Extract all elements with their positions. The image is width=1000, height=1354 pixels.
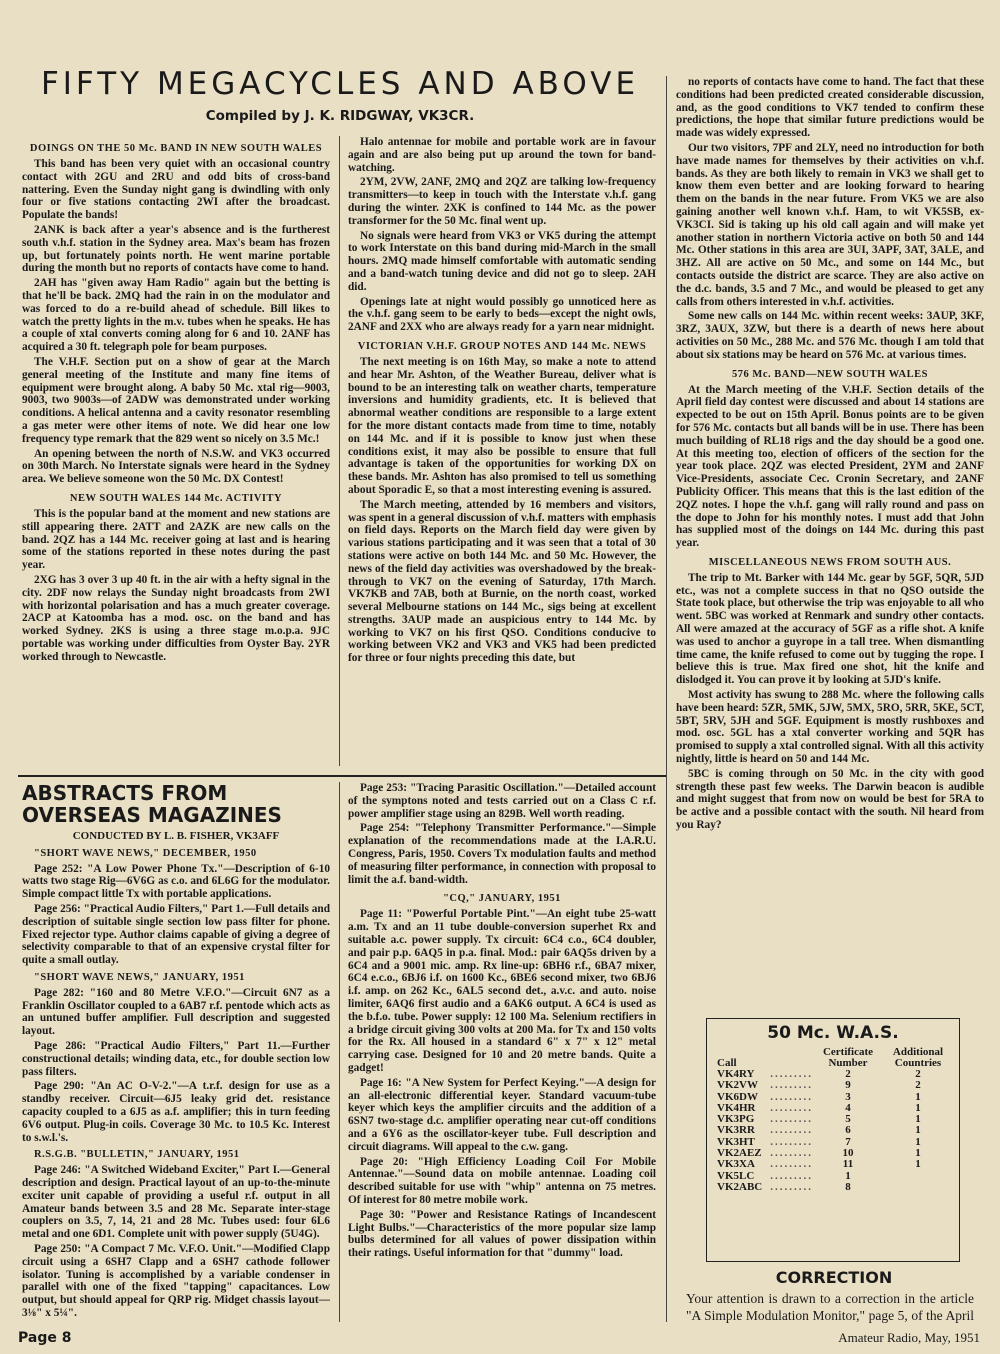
column-divider [339,136,340,766]
section-heading: VICTORIAN V.H.F. GROUP NOTES AND 144 Mc. NEWS [357,340,647,352]
certificate-cell: 11 [842,1158,854,1171]
certificate-cell: 6 [845,1124,851,1137]
certificate-cell: 8 [845,1180,851,1193]
call-cell: VK3PG [717,1113,755,1126]
table-row [717,1182,953,1193]
paragraph: Openings late at night would possibly go unnoticed here as the v.h.f. gang seem to be early to beds—except the night owls, 2ANF and 2XX who are always ready for a yarn near midnight. [348,295,656,334]
additional-cell: 1 [915,1124,921,1137]
additional-cell: 1 [915,1147,921,1160]
paragraph: Page 256: "Practical Audio Filters," Part 1.—Full details and description of suitable single section low pass filter for phone. Fixed rejector type. Author claims capable of giving a degree of selectivity comparable to that of an expensive crystal filter for quite a small outlay. [22,902,330,967]
call-cell: VK5LC [717,1169,755,1182]
call-cell: VK3XA [717,1158,755,1171]
correction-title: CORRECTION [775,1268,893,1287]
dots-cell: ......... [770,1147,813,1160]
paragraph: 2AH has "given away Ham Radio" again but the betting is that he'll be back. 2MQ had the rain in on the modulator and was forced to do a re-build ahead of schedule. Bill likes to watch the pretty lights in the m.v. tubes when he speaks. He has a couple of xtal converts coming along for 6 and 10. 2ANF has acquired a 30 ft. telegraph pole for beam purposes. [22,277,330,354]
column-header-additional: Additional Countries [892,1046,944,1069]
additional-cell: 1 [915,1158,921,1171]
table-row [717,1159,953,1170]
additional-cell [883,1171,953,1182]
call-cell: VK3RR [717,1124,755,1137]
certificate-cell: 2 [845,1068,851,1080]
paragraph: At the March meeting of the V.H.F. Section details of the April field day contest were discussed and about 14 stations are expected to be out on 15th April. Bonus points are to be given for 576 Mc. contacts but all bands will be in use. There has been much building of RL18 rigs and the day should be a good one. At this meeting too, election of officers of the section for the year took place. 2QZ was elected President, 2YM and 2ANF Vice-Presidents, associate Cec. Cronin Secretary, and 2ANF Publicity Officer. This means that this is the last edition of the 2QZ notes. I hope the v.h.f. gang will rally round and pass on the dope to John for his monthly notes. I must add that John has supplied most of the doings on 144 Mc. during this past year. [676,383,984,550]
paragraph: Some new calls on 144 Mc. within recent weeks: 3AUP, 3KF, 3RZ, 3AUX, 3ZW, but there is a dearth of news here about activities on 50 Mc., 288 Mc. and 576 Mc. though I am told that about six stations may be heard on 576 Mc. at various times. [676,310,984,361]
certificate-cell: 4 [845,1101,851,1114]
abstracts-column-1 [22,782,330,1322]
paragraph: 2XG has 3 over 3 up 40 ft. in the air with a hefty signal in the city. 2DF now relays the Sunday night broadcasts from 2WI with horizontal polarisation and has a much greater coverage. 2ACP at Katoomba has a mod. osc. on the band and has worked Sydney. 2KS is using a three stage m.o.p.a. 9JC portable was working under difficulties from Oyster Bay. 2YR worked through to Newcastle. [22,573,330,663]
table-row [717,1080,953,1091]
certificate-cell: 9 [845,1079,851,1092]
additional-cell: 2 [915,1079,921,1092]
paragraph: The March meeting, attended by 16 members and visitors, was spent in a general discussion of v.h.f. matters with emphasis on field days. Reports on the March field day were given by various stations participating and it was seen that a total of 30 stations were active on both 144 Mc. and 50 Mc. However, the news of the field day activities was overshadowed by the break-through to VK7 on the evening of Saturday, 17th March. VK7KB and 7AB, both at Burnie, on the north coast, worked several Melbourne stations on 144 Mc., sigs being at excellent strengths. 3AUP made an auspicious entry to 144 Mc. by working to VK7 on his first QSO. Conditions conducive to working between VK2 and VK3 and VK5 had been predicted for three or four nights preceding this date, but [348,498,656,665]
paragraph: 2ANK is back after a year's absence and is the furtherest south v.h.f. station in the Sydney area. Max's beam has frozen up, but fortunately points north. He went marine portable during the month but no reports of contacts have come to hand. [22,223,330,275]
certificate-cell: 5 [845,1113,851,1126]
column-3 [676,76,984,1010]
dots-cell: ......... [770,1079,813,1092]
paragraph: The V.H.F. Section put on a show of gear at the March general meeting of the Institute and many fine items of equipment were brought along. A baby 50 Mc. xtal rig—9003, 9003, two 9003s—of 2ADW was demonstrated under working conditions. A helical antenna and a cavity resonator resembling a gas meter were other items of note. We did hear one low frequency type remark that the 829 went so nicely on 3.5 Mc.! [22,355,330,445]
paragraph: Most activity has swung to 288 Mc. where the following calls have been heard: 5ZR, 5MK, 5JW, 5MX, 5RO, 5RR, 5KE, 5CT, 5BT, 5RV, 5JH and 5GF. Equipment is mostly rushboxes and mod. osc. 5GL has a xtal converter working and 5QR has promised to supply a xtal controlled signal. With all this activity nightly, little is heard on 50 and 144 Mc. [676,689,984,766]
paragraph: The next meeting is on 16th May, so make a note to attend and hear Mr. Ashton, of the Weather Bureau, deliver what is bound to be an interesting talk on weather charts, temperature inversions and humidity gradients, etc. It is believed that abnormal weather conditions are responsible to a large extent for the more distant contacts made from time to time, notably on 144 Mc. and if it is possible to know just when these conditions exist, it may also be possible to ensure that full advantage is taken of the opportunities for working DX on these bands. Mr. Ashton has also promised to tell us something about Sporadic E, so that a most interesting evening is assured. [348,355,656,496]
abstracts-byline: CONDUCTED BY L. B. FISHER, VK3AFF [72,830,280,842]
certificate-cell: 3 [845,1090,851,1103]
paragraph: This band has been very quiet with an occasional country contact with 2GU and 2RU and odd bits of cross-band nattering. Even the Sunday night gang is dwindling with only four or five stations contacting 2WI after the broadcast. Populate the bands! [22,158,330,222]
paragraph: This is the popular band at the moment and new stations are still appearing there. 2ATT and 2AZK are new calls on the band. 2QZ has a 144 Mc. receiver going at last and is hearing some of the stations reported in these notes during the past year. [22,507,330,572]
dots-cell: ......... [770,1113,813,1126]
magazine-heading: R.S.G.B. "BULLETIN," JANUARY, 1951 [34,1149,240,1161]
was-table-box [706,1018,960,1262]
column-1 [22,136,330,772]
paragraph: Page 253: "Tracing Parasitic Oscillation."—Detailed account of the symptons noted and tests carried out on a Class C r.f. power amplifier stage using an 829B. Well worth reading. [348,782,656,820]
call-cell: VK4RY [717,1068,755,1080]
section-heading: DOINGS ON THE 50 Mc. BAND IN NEW SOUTH WALES [29,143,323,154]
paragraph: Page 16: "A New System for Perfect Keying."—A design for an all-electronic differential keyer. Standard vacuum-tube keyer which keys the amplifier circuits and the addition of a 6SN7 two-stage d.c. amplifier operating near cut-off conditions and a 6Y6 as the oscillator-keyer tube. Full description and circuit diagrams. Will appeal to the c.w. gang. [348,1076,656,1153]
abstracts-title: ABSTRACTS FROM OVERSEAS MAGAZINES [22,782,282,827]
additional-cell: 1 [915,1113,921,1126]
paragraph: Page 20: "High Efficiency Loading Coil For Mobile Antennae."—Sound data on mobile antennae. Loading coil described suitable for use with "whip" antenna on 75 metres. Of interest for 80 metre mobile work. [348,1155,656,1206]
was-table [717,1047,953,1193]
column-divider [339,782,340,1322]
dots-cell: ......... [770,1158,813,1171]
additional-cell: 1 [915,1090,921,1103]
dots-cell: ......... [770,1135,813,1148]
call-cell: VK6DW [717,1090,758,1103]
additional-cell: 2 [915,1068,921,1080]
publication-footer: Amateur Radio, May, 1951 [838,1330,980,1345]
column-header-certificate: Certificate Number [822,1046,874,1069]
section-heading: MISCELLANEOUS NEWS FROM SOUTH AUS. [708,556,952,568]
paragraph: Page 290: "An AC O-V-2."—A t.r.f. design for use as a standby receiver. Circuit—6J5 leaky grid det. resistance capacity coupled to a 6J5 as a.f. amplifier; this in turn feeding 6V6 output. Plug-in coils. Coverage 30 Mc. to 10.5 Kc. Interest to s.w.l.'s. [22,1080,330,1144]
section-heading: NEW SOUTH WALES 144 Mc. ACTIVITY [69,492,283,504]
magazine-heading: "CQ," JANUARY, 1951 [443,893,561,905]
paragraph: Page 252: "A Low Power Phone Tx."—Description of 6-10 watts two stage Rig—6V6G as c.o. and 6L6G for the modulator. Simple compact little Tx with portable applications. [22,862,330,901]
certificate-cell: 10 [842,1147,854,1160]
paragraph: Page 246: "A Switched Wideband Exciter," Part I.—General description and design. Practical layout of an up-to-the-minute exciter unit capable of providing a useful r.f. output in all Amateur bands between 3.5 and 28 Mc. Separate inter-stage couplers on 3.5, 7, 14, 21 and 28 Mc. Tubes used: four 6L6 metal and one 6D1. Complete unit with power supply (5U4G). [22,1164,330,1241]
paragraph: Page 254: "Telephony Transmitter Performance."—Simple explanation of the recommendations made at the I.A.R.U. Congress, Paris, 1950. Covers Tx modulation faults and method of measuring filter performance, in connection with proposal to limit the a.f. band-width. [348,822,656,886]
paragraph: Page 30: "Power and Resistance Ratings of Incandescent Light Bulbs."—Characteristics of the more popular size lamp bulbs determined for all values of power dissipation within their ratings. Useful information for that "dummy" load. [348,1208,656,1260]
paragraph: Page 282: "160 and 80 Metre V.F.O."—Circuit 6N7 as a Franklin Oscillator coupled to a 6AB7 r.f. pentode which acts as an untuned buffer amplifier. Full description and suggested layout. [22,986,330,1038]
paragraph: Halo antennae for mobile and portable work are in favour again and are also being put up around the town for band-watching. [348,136,656,174]
page-title: FIFTY MEGACYCLES AND ABOVE [40,66,640,102]
paragraph: Page 11: "Powerful Portable Pint."—An eight tube 25-watt a.m. Tx and an 11 tube double-conversion superhet Rx and suitable a.c. power supply. Tx circuit: 6C4 c.o., 6C4 doubler, and pair p.p. 6AQ5 in p.a. final. Mod.: pair 6AQ5s driven by a 6C4 and a 9001 mic. amp. Rx line-up: 6BH6 r.f., 6BA7 mixer, 6C4 e.c.o., 6BJ6 i.f. on 1600 Kc., 6BE6 second mixer, two 6BJ6 i.f. amp. on 262 Kc., 6AL5 second det., a.v.c. and auto. noise limiter, 6AQ6 first audio and a 6AK6 output. A 6C4 is used as the b.f.o. tube. Power supply: 12 100 Ma. Selenium rectifiers in a bridge circuit giving 300 volts at 200 Ma. for Tx and 150 volts for the Rx. All housed in a standard 6" x 7" x 12" metal carrying case. Designed for 10 and 20 metre bands. Quite a gadget! [348,908,656,1074]
section-heading: 576 Mc. BAND—NEW SOUTH WALES [732,368,928,380]
byline: Compiled by J. K. RIDGWAY, VK3CR. [205,108,475,124]
column-header-call: Call [717,1057,737,1069]
call-cell: VK2AEZ [717,1147,762,1160]
call-cell: VK4HR [717,1101,756,1114]
dots-cell: ......... [770,1101,813,1114]
certificate-cell: 7 [845,1135,851,1148]
paragraph: 2YM, 2VW, 2ANF, 2MQ and 2QZ are talking low-frequency transmitters—to keep in touch with the Interstate v.h.f. gang during the winter. 2XK is confined to 144 Mc. as the power transformer for the 50 Mc. final went up. [348,176,656,227]
paragraph: Page 286: "Practical Audio Filters," Part 11.—Further constructional details; winding data, etc., for double section low pass filters. [22,1039,330,1078]
paragraph: No signals were heard from VK3 or VK5 during the attempt to work Interstate on this band during mid-March in the small hours. 2MQ made himself comfortable with automatic sending and a band-watch tuning device and did not go to sleep. 2AH did. [348,229,656,293]
table-header-row [717,1047,953,1069]
page-number: Page 8 [18,1330,72,1346]
additional-cell: 1 [915,1101,921,1114]
dots-cell: ......... [770,1124,813,1137]
magazine-heading: "SHORT WAVE NEWS," DECEMBER, 1950 [34,847,257,859]
dots-cell: ......... [770,1180,813,1193]
paragraph: The trip to Mt. Barker with 144 Mc. gear by 5GF, 5QR, 5JD etc., was not a complete success in that no QSO outside the State took place, but otherwise the trip was enjoyable to all who went. 5BC was worked at Renmark and sundry other contacts. All were amazed at the accuracy of 5GF as a rifle shot. A knife was used to anchor a guyrope in a tall tree. When dismantling time came, the knife refused to come out by tugging the rope. I believe this is true. Max fired one shot, hit the knife and dislodged it. You can prove it by looking at 5JD's knife. [676,571,984,687]
dots-cell: ......... [770,1068,813,1080]
additional-cell [883,1182,953,1193]
additional-cell: 1 [915,1135,921,1148]
paragraph: Our two visitors, 7PF and 2LY, need no introduction for both have made names for themselves by their activities on v.h.f. bands. As they are both likely to remain in VK3 we shall get to know them even better and are looking forward to hearing them on the bands in the near future. From VK5 we are also gaining another well known v.h.f. Ham, to wit VK5SB, ex-VK3CI. Sid is taking up his old call again and will make yet another station in northern Victoria active on both 50 and 144 Mc. Other stations in this area are 3UI, 3APF, 3AT, 3ALE, and 3HZ. All are active on 50 Mc., and some on 144 Mc., but contacts outside the district are scarce. They are also active on the d.c. bands, 3.5 and 7 Mc., and would be pleased to get any calls from others interested in v.h.f. activities. [676,141,984,308]
call-cell: VK2VW [717,1079,758,1092]
was-title: 50 Mc. W.A.S. [767,1023,899,1043]
dots-cell: ......... [770,1169,813,1182]
correction-body: Your attention is drawn to a correction in the article "A Simple Modulation Monitor," page 5, of the April [686,1291,974,1323]
paragraph: An opening between the north of N.S.W. and VK3 occurred on 30th March. No Interstate signals were heard in the Sydney area. We believe someone won the 50 Mc. DX Contest! [22,447,330,486]
column-2 [348,136,656,772]
column-divider [666,76,667,1322]
dots-cell: ......... [770,1090,813,1103]
paragraph: 5BC is coming through on 50 Mc. in the city with good strength these past few weeks. The Darwin beacon is audible and might suggest that from now on would be best for 5RA to be active and a possible contact with the south. Nil heard from you Ray? [676,767,984,832]
paragraph: Page 250: "A Compact 7 Mc. V.F.O. Unit."—Modified Clapp circuit using a 6SH7 Clapp and a 6SH7 cathode follower isolator. Tuning is accomplished by a variable condenser in parallel with one of the fixed "tapping" capacitances. Low output, but should appeal for QRP rig. Midget chassis layout—3⅛" x 5¼". [22,1242,330,1319]
call-cell: VK2ABC [717,1180,763,1193]
magazine-heading: "SHORT WAVE NEWS," JANUARY, 1951 [34,971,245,983]
paragraph: no reports of contacts have come to hand. The fact that these conditions had been predicted created considerable discussion, and, as the good conditions to VK7 tended to confirm these predictions, the hope that similar future predictions would be made was widely expressed. [676,76,984,140]
certificate-cell: 1 [845,1169,851,1182]
call-cell: VK3HT [717,1135,755,1148]
abstracts-column-2 [348,782,656,1322]
section-divider [18,775,666,777]
